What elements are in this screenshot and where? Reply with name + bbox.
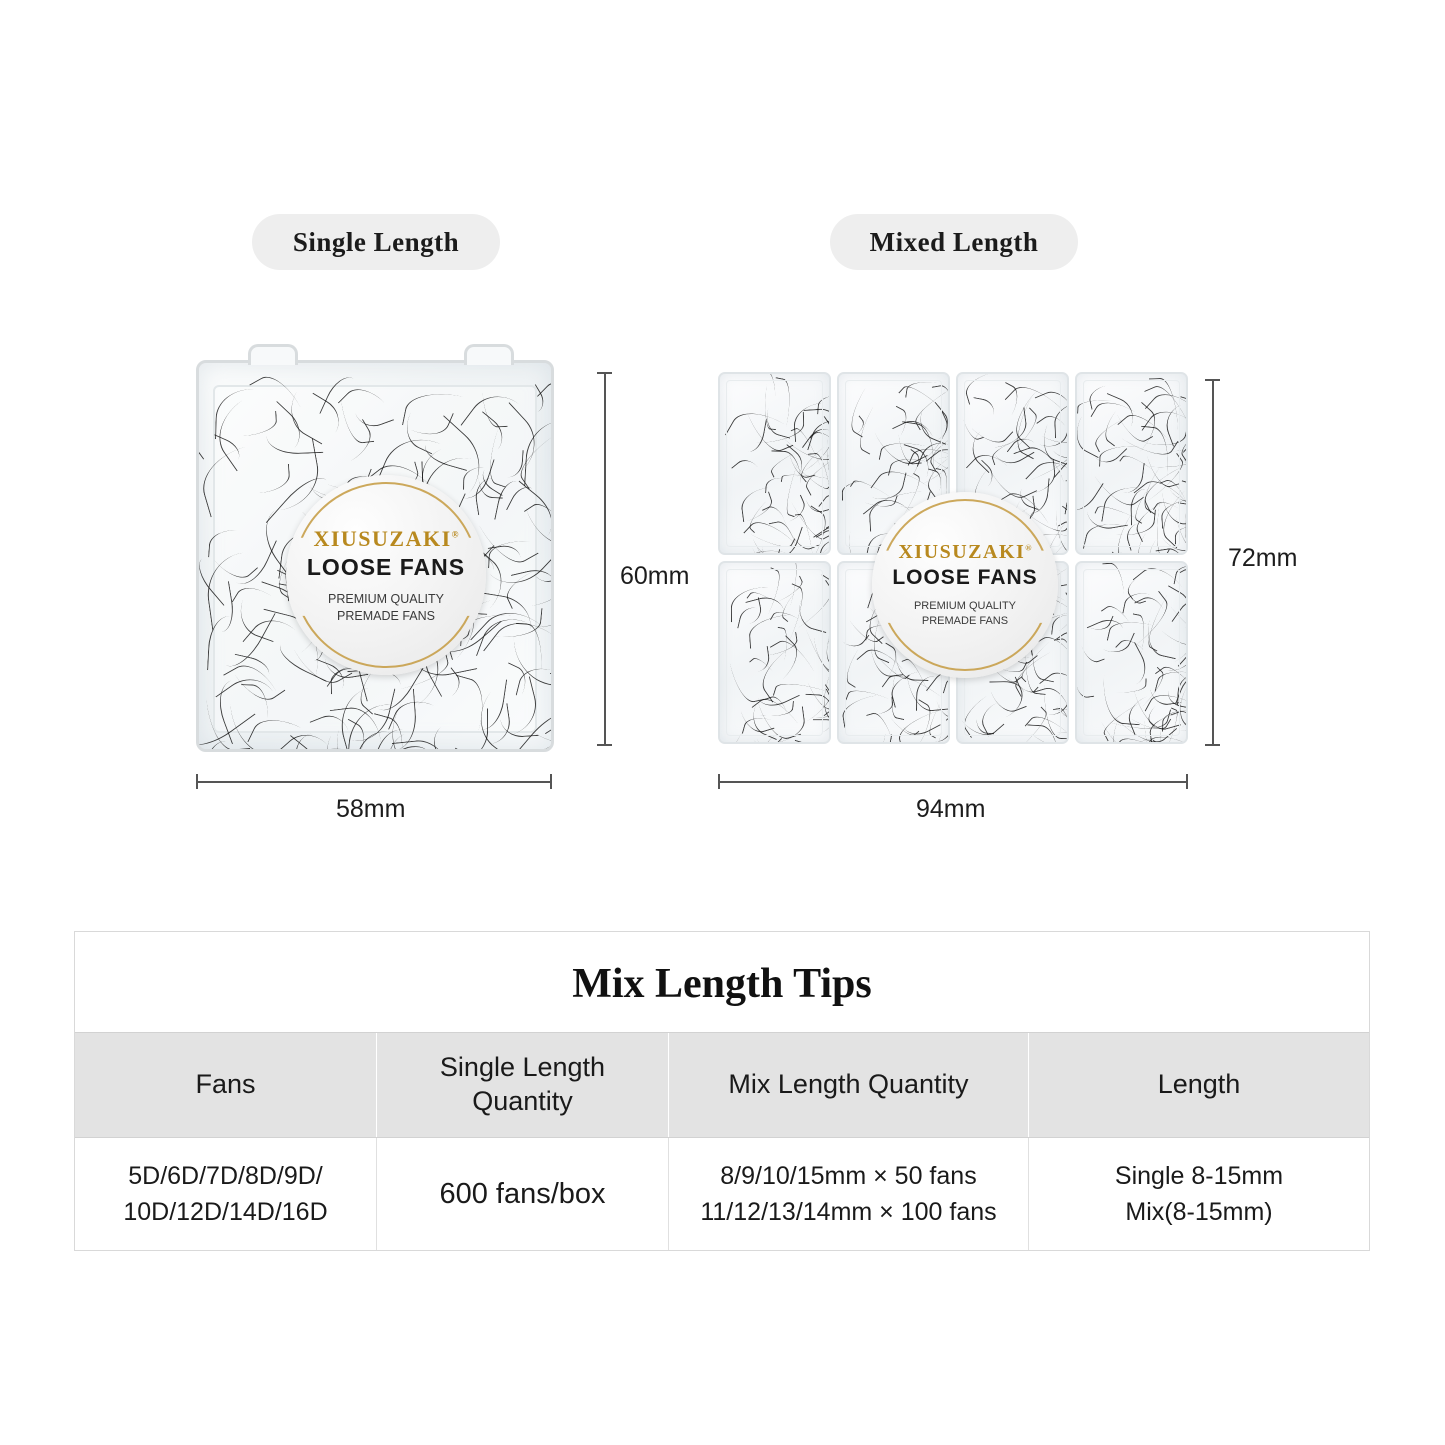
fans-line-1: 5D/6D/7D/8D/9D/ (128, 1161, 323, 1190)
dimension-label-single-height: 60mm (620, 562, 690, 590)
dimension-cap-single-width-left (196, 774, 198, 789)
dimension-cap-mixed-height-top (1205, 379, 1220, 381)
dimension-line-mixed-height (1212, 379, 1214, 744)
case-clip-right-icon (464, 344, 514, 365)
lash-fans-cell (720, 374, 829, 553)
brand-sticker-single (286, 475, 486, 675)
table-header-fans: Fans (75, 1033, 377, 1137)
dimension-line-mixed-width (718, 781, 1188, 783)
section-label-mixed-length (830, 214, 1078, 270)
table-header-mix-length-quantity: Mix Length Quantity (669, 1033, 1029, 1137)
brand-name-mixed: XIUSUZAKI® (898, 541, 1032, 564)
section-label-mixed-length-text: Mixed Length (869, 226, 1039, 257)
table-row (75, 1138, 1369, 1251)
dimension-cap-mixed-width-right (1186, 774, 1188, 789)
sticker-subline2-single: PREMADE FANS (337, 608, 435, 623)
trademark-symbol: ® (451, 529, 459, 540)
table-header-length: Length (1157, 1068, 1241, 1099)
case-clip-left-icon (248, 344, 298, 365)
single-quantity-value: 600 fans/box (439, 1177, 606, 1210)
table-header-single-length-quantity: Single Length Quantity (377, 1033, 669, 1137)
length-line-1: Single 8-15mm (1114, 1161, 1284, 1190)
table-cell-length (1029, 1138, 1369, 1251)
product-name-single: LOOSE FANS (306, 553, 466, 580)
sticker-subline1-single: PREMIUM QUALITY (328, 591, 444, 606)
dimension-cap-single-height-bottom (597, 744, 612, 746)
lash-fans-cell (1077, 374, 1186, 553)
compartment-cell (718, 372, 831, 555)
dimension-label-mixed-width: 94mm (916, 795, 986, 823)
mix-quantity-line-1: 8/9/10/15mm × 50 fans (720, 1161, 977, 1190)
table-title: Mix Length Tips (572, 961, 872, 1007)
lash-fans-cell (1077, 563, 1186, 742)
fans-line-2: 10D/12D/14D/16D (123, 1197, 328, 1226)
dimension-line-single-height (604, 372, 606, 744)
dimension-cap-single-width-right (550, 774, 552, 789)
compartment-cell (1075, 372, 1188, 555)
table-cell-fans (75, 1138, 377, 1251)
trademark-symbol: ® (1025, 543, 1032, 553)
table-cell-mix-length-quantity (669, 1138, 1029, 1251)
product-name-mixed: LOOSE FANS (892, 566, 1038, 590)
mix-quantity-line-2: 11/12/13/14mm × 100 fans (700, 1197, 997, 1226)
mix-length-tips-table (74, 931, 1370, 1251)
sticker-subline2-mixed: PREMADE FANS (921, 615, 1009, 627)
brand-sticker-mixed (872, 492, 1058, 678)
dimension-line-single-width (196, 781, 551, 783)
table-cell-single-length-quantity (377, 1138, 669, 1251)
dimension-cap-single-height-top (597, 372, 612, 374)
lash-fans-cell (720, 563, 829, 742)
compartment-cell (1075, 561, 1188, 744)
dimension-cap-mixed-height-bottom (1205, 744, 1220, 746)
compartment-cell (718, 561, 831, 744)
dimension-cap-mixed-width-left (718, 774, 720, 789)
dimension-label-single-width: 58mm (336, 795, 406, 823)
sticker-subline1-mixed: PREMIUM QUALITY (913, 600, 1017, 613)
length-line-2: Mix(8-15mm) (1125, 1197, 1273, 1226)
section-label-single-length (252, 214, 500, 270)
brand-name-single: XIUSUZAKI® (313, 525, 459, 551)
section-label-single-length-text: Single Length (292, 226, 460, 257)
table-header-row (75, 1032, 1369, 1138)
dimension-label-mixed-height: 72mm (1228, 544, 1298, 572)
